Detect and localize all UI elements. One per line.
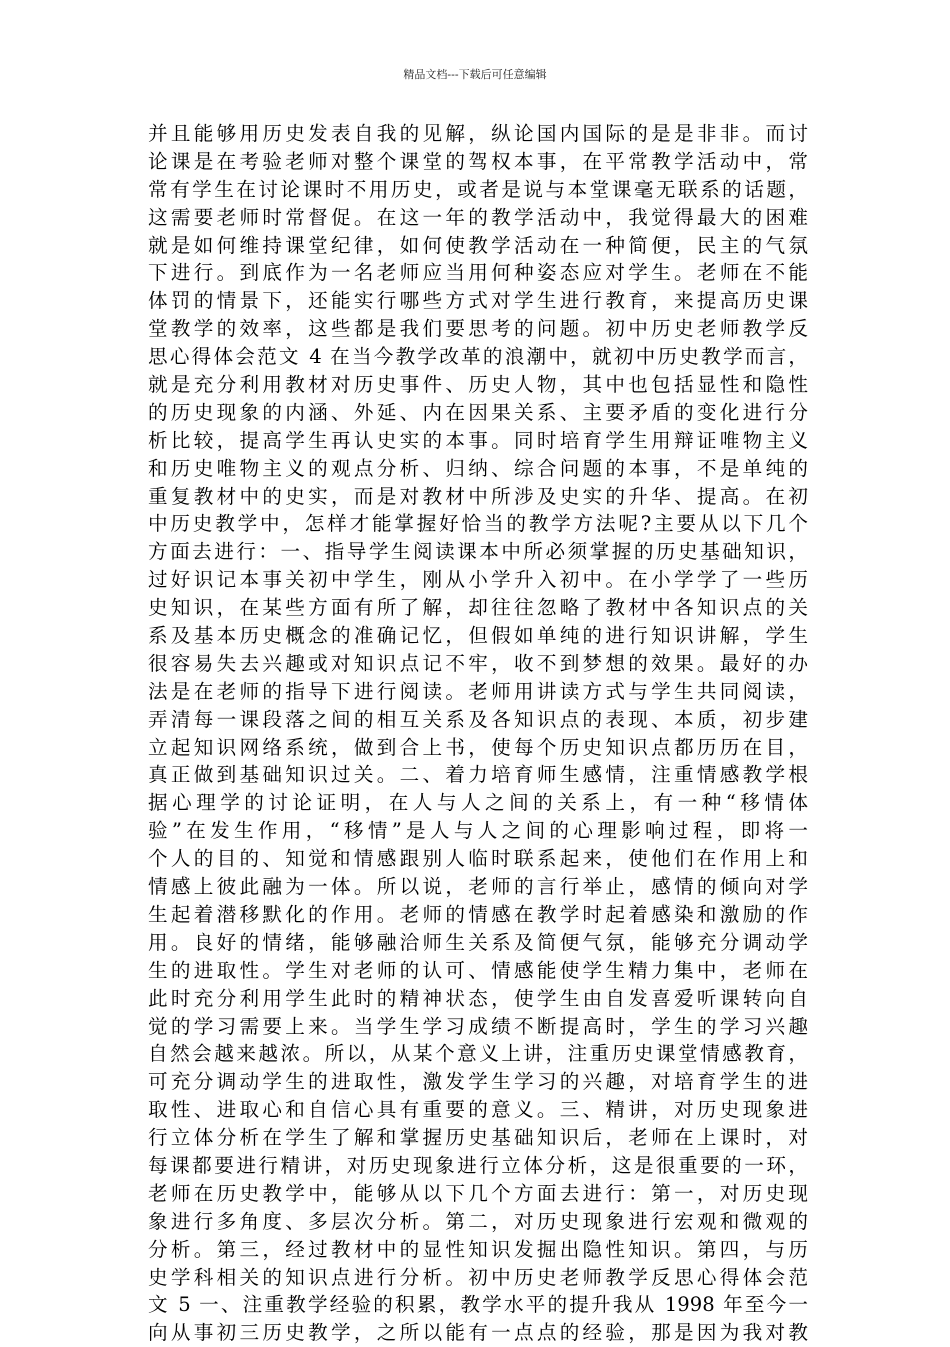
- text-line: 取性、进取心和自信心具有重要的意义。三、精讲，对历史现象进: [148, 1098, 808, 1122]
- text-line: 情感上彼此融为一体。所以说，老师的言行举止，感情的倾向对学: [148, 875, 808, 899]
- text-line: 自然会越来越浓。所以，从某个意义上讲，注重历史课堂情感教育，: [148, 1042, 808, 1066]
- text-line: 并且能够用历史发表自我的见解，纵论国内国际的是是非非。而讨: [148, 122, 808, 145]
- text-line: 个人的目的、知觉和情感跟别人临时联系起来，使他们在作用上和: [148, 847, 808, 871]
- text-line: 此时充分利用学生此时的精神状态，使学生由自发喜爱听课转向自: [148, 986, 808, 1010]
- page-header: 精品文档---下载后可任意编辑: [403, 68, 547, 81]
- text-line: 下进行。到底作为一名老师应当用何种姿态应对学生。老师在不能: [148, 261, 808, 285]
- text-line: 用。良好的情绪，能够融洽师生关系及简便气氛，能够充分调动学: [148, 930, 808, 954]
- text-line: 论课是在考验老师对整个课堂的驾权本事，在平常教学活动中，常: [148, 149, 808, 173]
- text-line: 文 5 一、注重教学经验的积累，教学水平的提升我从 1998 年至今一: [148, 1293, 808, 1317]
- text-line: 向从事初三历史教学，之所以能有一点点的经验，那是因为我对教: [148, 1321, 808, 1345]
- text-line: 体罚的情景下，还能实行哪些方式对学生进行教育，来提高历史课: [148, 289, 808, 313]
- text-line: 方面去进行：一、指导学生阅读课本中所必须掌握的历史基础知识，: [148, 540, 808, 564]
- text-line: 行立体分析在学生了解和掌握历史基础知识后，老师在上课时，对: [148, 1126, 808, 1150]
- text-line: 象进行多角度、多层次分析。第二，对历史现象进行宏观和微观的: [148, 1209, 808, 1233]
- text-line: 真正做到基础知识过关。二、着力培育师生感情，注重情感教学根: [148, 763, 808, 787]
- text-line: 生起着潜移默化的作用。老师的情感在教学时起着感染和激励的作: [148, 902, 808, 926]
- text-line: 分析。第三，经过教材中的显性知识发掘出隐性知识。第四，与历: [148, 1237, 808, 1261]
- body-text: [148, 120, 808, 1347]
- text-line: 可充分调动学生的进取性，激发学生学习的兴趣，对培育学生的进: [148, 1070, 808, 1094]
- text-line: 法是在老师的指导下进行阅读。老师用讲读方式与学生共同阅读，: [148, 679, 808, 703]
- text-line: 史知识，在某些方面有所了解，却往往忽略了教材中各知识点的关: [148, 596, 808, 620]
- text-line: 析比较，提高学生再认史实的本事。同时培育学生用辩证唯物主义: [148, 428, 808, 452]
- text-line: 验”在发生作用，“移情”是人与人之间的心理影响过程，即将一: [148, 819, 808, 843]
- text-line: 重复教材中的史实，而是对教材中所涉及史实的升华、提高。在初: [148, 484, 808, 508]
- text-line: 据心理学的讨论证明，在人与人之间的关系上，有一种“移情体: [148, 791, 808, 815]
- text-line: 和历史唯物主义的观点分析、归纳、综合问题的本事，不是单纯的: [148, 456, 808, 480]
- text-line: 就是如何维持课堂纪律，如何使教学活动在一种简便，民主的气氛: [148, 233, 808, 257]
- text-line: 生的进取性。学生对老师的认可、情感能使学生精力集中，老师在: [148, 958, 808, 982]
- text-line: 的历史现象的内涵、外延、内在因果关系、主要矛盾的变化进行分: [148, 400, 808, 424]
- text-line: 史学科相关的知识点进行分析。初中历史老师教学反思心得体会范: [148, 1265, 808, 1289]
- text-line: 思心得体会范文 4 在当今教学改革的浪潮中，就初中历史教学而言，: [148, 345, 808, 369]
- text-line: 堂教学的效率，这些都是我们要思考的问题。初中历史老师教学反: [148, 317, 808, 341]
- text-line: 很容易失去兴趣或对知识点记不牢，收不到梦想的效果。最好的办: [148, 651, 808, 675]
- text-line: 常有学生在讨论课时不用历史，或者是说与本堂课毫无联系的话题，: [148, 177, 808, 201]
- text-line: 每课都要进行精讲，对历史现象进行立体分析，这是很重要的一环，: [148, 1153, 808, 1177]
- text-line: 系及基本历史概念的准确记忆，但假如单纯的进行知识讲解，学生: [148, 624, 808, 648]
- text-line: 老师在历史教学中，能够从以下几个方面去进行：第一，对历史现: [148, 1181, 808, 1205]
- text-line: 觉的学习需要上来。当学生学习成绩不断提高时，学生的学习兴趣: [148, 1014, 808, 1038]
- text-line: 中历史教学中，怎样才能掌握好恰当的教学方法呢?主要从以下几个: [148, 512, 808, 536]
- text-line: 弄清每一课段落之间的相互关系及各知识点的表现、本质，初步建: [148, 707, 808, 731]
- text-line: 就是充分利用教材对历史事件、历史人物，其中也包括显性和隐性: [148, 373, 808, 397]
- text-line: 这需要老师时常督促。在这一年的教学活动中，我觉得最大的困难: [148, 205, 808, 229]
- text-line: 立起知识网络系统，做到合上书，使每个历史知识点都历历在目，: [148, 735, 808, 759]
- text-line: 过好识记本事关初中学生，刚从小学升入初中。在小学学了一些历: [148, 568, 808, 592]
